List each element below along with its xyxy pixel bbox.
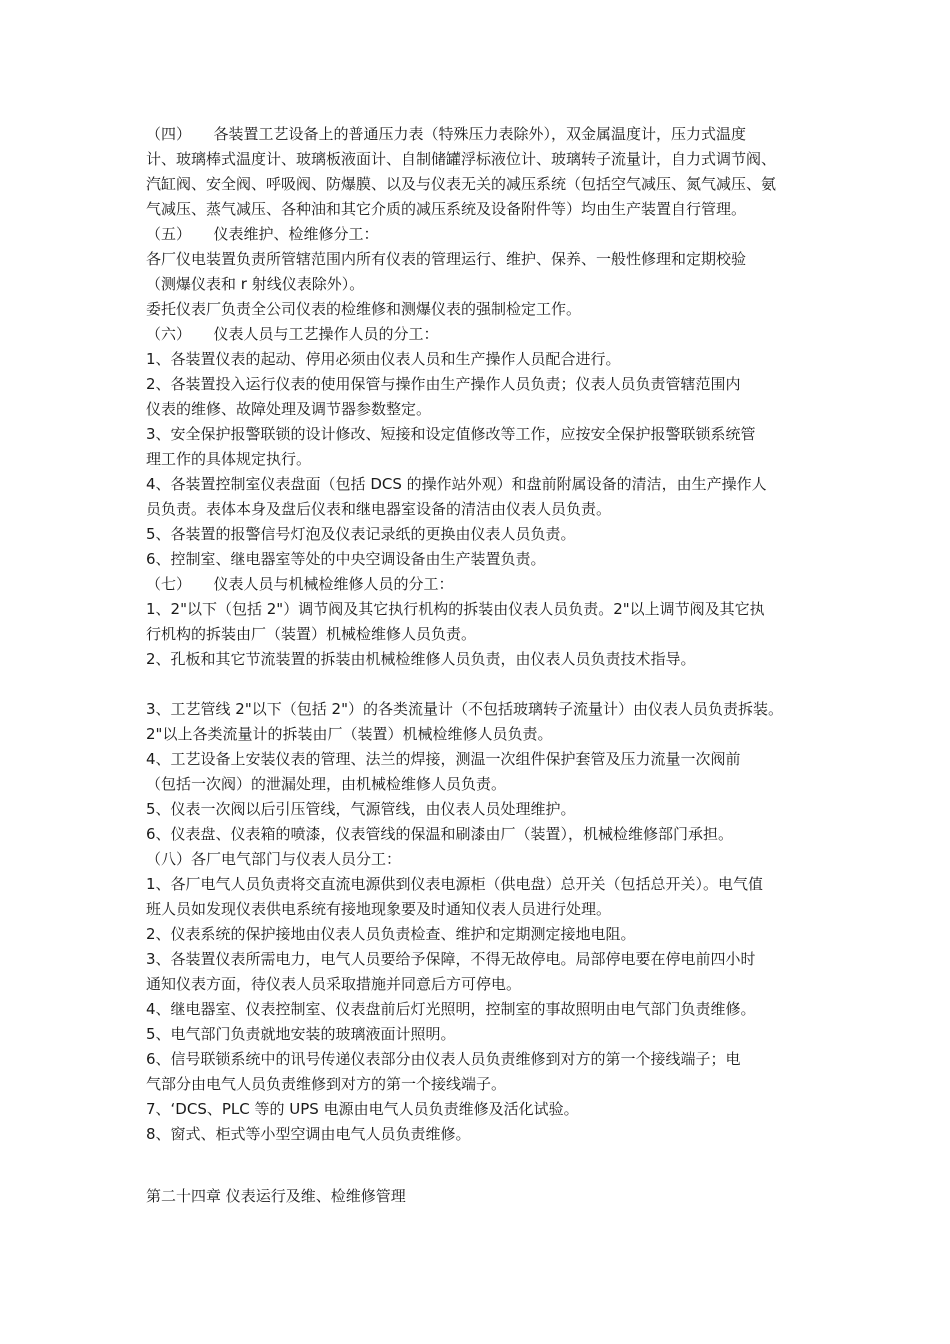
text-line: 气减压、蒸气减压、各种油和其它介质的减压系统及设备附件等）均由生产装置自行管理。 xyxy=(146,200,747,218)
text-line: 计、玻璃棒式温度计、玻璃板液面计、自制储罐浮标液位计、玻璃转子流量计，自力式调节阀、 xyxy=(146,150,777,168)
text-line: 4、工艺设备上安装仪表的管理、法兰的焊接，测温一次组件保护套管及压力流量一次阀前 xyxy=(146,750,741,768)
text-line: 仪表的维修、故障处理及调节器参数整定。 xyxy=(146,400,432,418)
section-heading: （八）各厂电气部门与仪表人员分工： xyxy=(146,850,402,868)
text-line: 员负责。表体本身及盘后仪表和继电器室设备的清洁由仪表人员负责。 xyxy=(146,500,612,518)
text-line: 3、安全保护报警联锁的设计修改、短接和设定值修改等工作，应按安全保护报警联锁系统管 xyxy=(146,425,756,443)
text-line: 6、控制室、继电器室等处的中央空调设备由生产装置负责。 xyxy=(146,550,546,568)
text-line: 2、孔板和其它节流装置的拆装由机械检维修人员负责，由仪表人员负责技术指导。 xyxy=(146,650,696,668)
text-line: 1、各装置仪表的起动、停用必须由仪表人员和生产操作人员配合进行。 xyxy=(146,350,621,368)
text-line: 3、工艺管线 2"以下（包括 2"）的各类流量计（不包括玻璃转子流量计）由仪表人员负责拆装。 xyxy=(146,700,783,718)
text-line: 理工作的具体规定执行。 xyxy=(146,450,312,468)
section-heading: （五） 仪表维护、检维修分工： xyxy=(146,225,379,243)
text-line: 6、仪表盘、仪表箱的喷漆，仪表管线的保温和刷漆由厂（装置），机械检维修部门承担。 xyxy=(146,825,734,843)
section-heading: （七） 仪表人员与机械检维修人员的分工： xyxy=(146,575,454,593)
text-line: 行机构的拆装由厂（装置）机械检维修人员负责。 xyxy=(146,625,477,643)
chapter-title: 第二十四章 仪表运行及维、检维修管理 xyxy=(146,1187,406,1205)
text-line: 委托仪表厂负责全公司仪表的检维修和测爆仪表的强制检定工作。 xyxy=(146,300,582,318)
section-heading: （六） 仪表人员与工艺操作人员的分工： xyxy=(146,325,439,343)
text-line: 2、各装置投入运行仪表的使用保管与操作由生产操作人员负责；仪表人员负责管辖范围内 xyxy=(146,375,741,393)
text-line: 通知仪表方面，待仪表人员采取措施并同意后方可停电。 xyxy=(146,975,522,993)
text-line: 1、各厂电气人员负责将交直流电源供到仪表电源柜（供电盘）总开关（包括总开关）。电气值 xyxy=(146,875,764,893)
text-line: （包括一次阀）的泄漏处理，由机械检维修人员负责。 xyxy=(146,775,507,793)
text-line: 气部分由电气人员负责维修到对方的第一个接线端子。 xyxy=(146,1075,507,1093)
blank-line xyxy=(146,1147,826,1184)
text-line: 6、信号联锁系统中的讯号传递仪表部分由仪表人员负责维修到对方的第一个接线端子；电 xyxy=(146,1050,741,1068)
text-line: 7、‘DCS、PLC 等的 UPS 电源由电气人员负责维修及活化试验。 xyxy=(146,1100,579,1118)
text-line: 8、窗式、柜式等小型空调由电气人员负责维修。 xyxy=(146,1125,471,1143)
text-line: （测爆仪表和 r 射线仪表除外）。 xyxy=(146,275,365,293)
text-line: （四） 各装置工艺设备上的普通压力表（特殊压力表除外），双金属温度计，压力式温度 xyxy=(146,125,747,143)
text-line: 3、各装置仪表所需电力，电气人员要给予保障，不得无故停电。局部停电要在停电前四小时 xyxy=(146,950,756,968)
text-line: 5、电气部门负责就地安装的玻璃液面计照明。 xyxy=(146,1025,456,1043)
text-line: 汽缸阀、安全阀、呼吸阀、防爆膜、以及与仪表无关的减压系统（包括空气减压、氮气减压、氨 xyxy=(146,175,777,193)
text-line: 2、仪表系统的保护接地由仪表人员负责检查、维护和定期测定接地电阻。 xyxy=(146,925,636,943)
blank-line xyxy=(146,672,826,697)
text-line: 2"以上各类流量计的拆装由厂（装置）机械检维修人员负责。 xyxy=(146,725,553,743)
text-line: 4、各装置控制室仪表盘面（包括 DCS 的操作站外观）和盘前附属设备的清洁，由生产操作人 xyxy=(146,475,767,493)
text-line: 各厂仪电装置负责所管辖范围内所有仪表的管理运行、维护、保养、一般性修理和定期校验 xyxy=(146,250,747,268)
document-body xyxy=(146,122,826,1209)
text-line: 班人员如发现仪表供电系统有接地现象要及时通知仪表人员进行处理。 xyxy=(146,900,612,918)
text-line: 5、仪表一次阀以后引压管线，气源管线，由仪表人员处理维护。 xyxy=(146,800,576,818)
text-line: 4、继电器室、仪表控制室、仪表盘前后灯光照明，控制室的事故照明由电气部门负责维修。 xyxy=(146,1000,756,1018)
text-line: 1、2"以下（包括 2"）调节阀及其它执行机构的拆装由仪表人员负责。2"以上调节阀及其它执 xyxy=(146,600,765,618)
text-line: 5、各装置的报警信号灯泡及仪表记录纸的更换由仪表人员负责。 xyxy=(146,525,576,543)
